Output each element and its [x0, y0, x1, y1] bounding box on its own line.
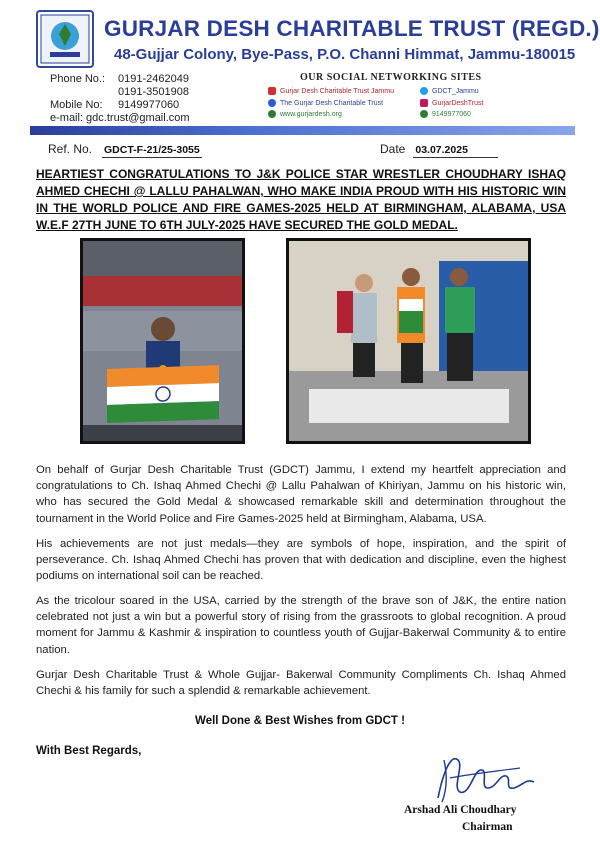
regards-line: With Best Regards,	[36, 745, 142, 757]
social-instagram	[420, 99, 483, 107]
signer-title: Chairman	[462, 821, 513, 833]
twitter-label: GDCT_Jammu	[432, 87, 479, 95]
ref-number: GDCT-F-21/25-3055	[104, 144, 200, 156]
phone-label: Phone No.:	[50, 73, 106, 85]
paragraph-appreciation: On behalf of Gurjar Desh Charitable Trust (GDCT) Jammu, I extend my heartfelt appreciation and congratulations to Ch. Ishaq Ahmed Chechi @ Lallu Pahalwan of Khiriyan, Jammu on his historic win, who has secured the Gold Medal & showcased remarkable skill and determination throughout the tournament in the World Police and Fire Games-2025 held at Birmingham, Alabama, USA.	[36, 464, 566, 525]
mobile-label: Mobile No:	[50, 99, 103, 111]
facebook-label: The Gurjar Desh Charitable Trust	[280, 99, 384, 107]
headline: HEARTIEST CONGRATULATIONS TO J&K POLICE STAR WRESTLER CHOUDHARY ISHAQ AHMED CHECHI @ LALLU PAHALWAN, WHO MAKE INDIA PROUD WITH HIS HISTORIC WIN IN THE WORLD POLICE AND FIRE GAMES-2025 HELD AT BIRMINGHAM, ALABAMA, USA W.E.F 27TH JUNE TO 6TH JULY-2025 HAVE SECURED THE GOLD MEDAL.	[36, 167, 566, 232]
social-website	[268, 110, 342, 118]
photo-wrestler-with-flag	[80, 238, 245, 444]
whatsapp-icon	[420, 110, 428, 118]
facebook-icon	[268, 99, 276, 107]
paragraph-tricolour: As the tricolour soared in the USA, carried by the strength of the brave son of J&K, the entire nation celebrated not just a win but a powerful story of rising from the grassroots to global recognition. A proud moment for Jammu & Kashmir & inspiration to countless youth of Gujjar-Bakerwal Community & to entire nation.	[36, 595, 566, 656]
social-twitter	[420, 87, 479, 95]
social-facebook	[268, 99, 383, 107]
photo-podium	[286, 238, 531, 444]
org-address: 48-Gujjar Colony, Bye-Pass, P.O. Channi Himmat, Jammu-180015	[114, 46, 576, 63]
phone-line	[50, 73, 189, 85]
twitter-icon	[420, 87, 428, 95]
best-wishes-line: Well Done & Best Wishes from GDCT !	[195, 715, 405, 727]
instagram-label: GurjarDeshTrust	[432, 99, 484, 107]
youtube-icon	[268, 87, 276, 95]
social-whatsapp	[420, 110, 471, 118]
social-youtube	[268, 87, 394, 95]
date-value: 03.07.2025	[413, 144, 498, 158]
instagram-icon	[420, 99, 428, 107]
paragraph-compliments: Gurjar Desh Charitable Trust & Whole Gujjar- Bakerwal Community Compliments Ch. Ishaq Ahmed Chechi & his family for such a splendid & remarkable achievement.	[36, 669, 566, 698]
trust-logo	[36, 10, 94, 68]
date-row	[380, 142, 498, 158]
org-name: GURJAR DESH CHARITABLE TRUST (REGD.)	[104, 16, 600, 41]
globe-icon	[268, 110, 276, 118]
signer-name: Arshad Ali Choudhary	[404, 804, 517, 816]
ref-row	[48, 142, 202, 158]
youtube-label: Gurjar Desh Charitable Trust Jammu	[280, 87, 394, 95]
social-title: OUR SOCIAL NETWORKING SITES	[300, 72, 482, 83]
phone-1: 0191-2462049	[118, 73, 189, 85]
mobile-line	[50, 99, 179, 111]
phone-2: 0191-3501908	[118, 86, 189, 98]
phone-line-2	[50, 86, 189, 98]
ref-label: Ref. No.	[48, 142, 93, 156]
whatsapp-label: 9149977060	[432, 110, 471, 118]
email-line: e-mail: gdc.trust@gmail.com	[50, 112, 190, 124]
handwritten-signature	[430, 748, 550, 806]
date-label: Date	[380, 142, 406, 156]
website-label: www.gurjardesh.org	[280, 110, 342, 118]
header-band	[30, 126, 575, 135]
paragraph-achievements: His achievements are not just medals—they are symbols of hope, inspiration, and the spirit of perseverance. Ch. Ishaq Ahmed Chechi has proven that with dedication and discipline, even the highest podiums on international soil can be reached.	[36, 538, 566, 583]
mobile-number: 9149977060	[118, 99, 180, 111]
